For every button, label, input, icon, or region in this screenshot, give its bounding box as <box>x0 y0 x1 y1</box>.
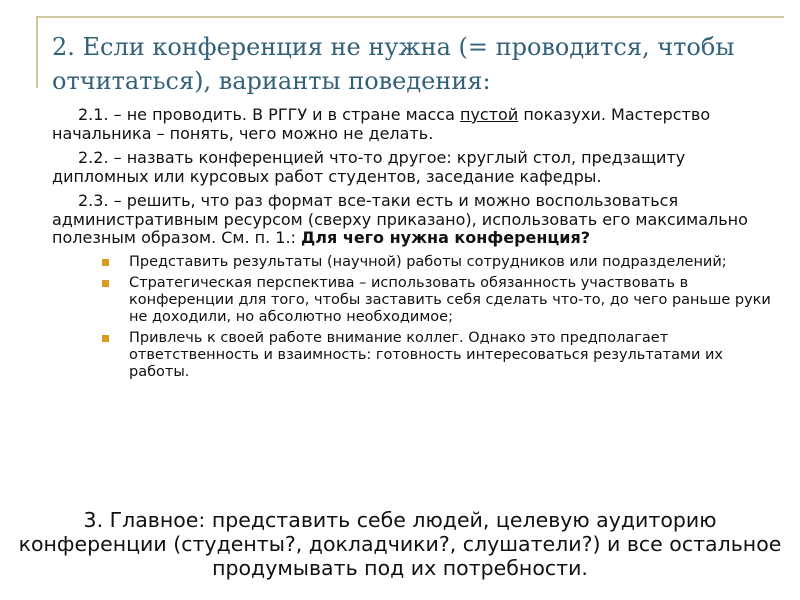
list-item-text: Стратегическая перспектива – использовать обязанность участвовать в конференции для того, чтобы заставить себя сделать что-то, до чего раньше руки не доходили, но абсолютно необходимое; <box>129 274 771 325</box>
conclusion <box>0 508 800 580</box>
option-2-1-text-before: 2.1. – не проводить. В РГГУ и в стране масса <box>78 105 460 124</box>
option-2-3 <box>52 192 782 248</box>
option-2-2 <box>52 149 782 186</box>
list-item-text: Представить результаты (научной) работы сотрудников или подразделений; <box>129 253 727 270</box>
option-2-2-text: 2.2. – назвать конференцией что-то другое: круглый стол, предзащиту дипломных или курсовых работ студентов, заседание кафедры. <box>52 148 686 186</box>
conclusion-line-1: 3. Главное: представить себе людей, целевую аудиторию <box>83 508 717 532</box>
square-bullet-icon <box>102 335 109 342</box>
option-2-1-text-after: показухи. Мастерство начальника – понять, чего можно не делать. <box>52 105 711 143</box>
slide-title: 2. Если конференция не нужна (= проводится, чтобы отчитаться), варианты поведения: <box>52 33 735 95</box>
option-2-1 <box>52 106 782 143</box>
option-2-3-bold-question: Для чего нужна конференция? <box>301 228 591 247</box>
slide-body <box>52 106 782 385</box>
list-item <box>52 275 782 326</box>
conclusion-rest: конференции (студенты?, докладчики?, слушатели?) и все остальное продумывать под их потребности. <box>18 532 782 580</box>
purpose-list <box>52 254 782 381</box>
list-item <box>52 330 782 381</box>
option-2-1-underlined: пустой <box>460 105 519 124</box>
frame-top-line <box>36 16 784 18</box>
square-bullet-icon <box>102 280 109 287</box>
square-bullet-icon <box>102 259 109 266</box>
option-2-3-text: 2.3. – решить, что раз формат все-таки есть и можно воспользоваться административным ресурсом (сверху приказано), использовать его максимально полезным образом. См. п. 1.: <box>52 191 748 247</box>
list-item <box>52 254 782 271</box>
frame-left-line <box>36 16 38 88</box>
list-item-text: Привлечь к своей работе внимание коллег. Однако это предполагает ответственность и взаимность: готовность интересоваться результатами их работы. <box>129 329 723 380</box>
